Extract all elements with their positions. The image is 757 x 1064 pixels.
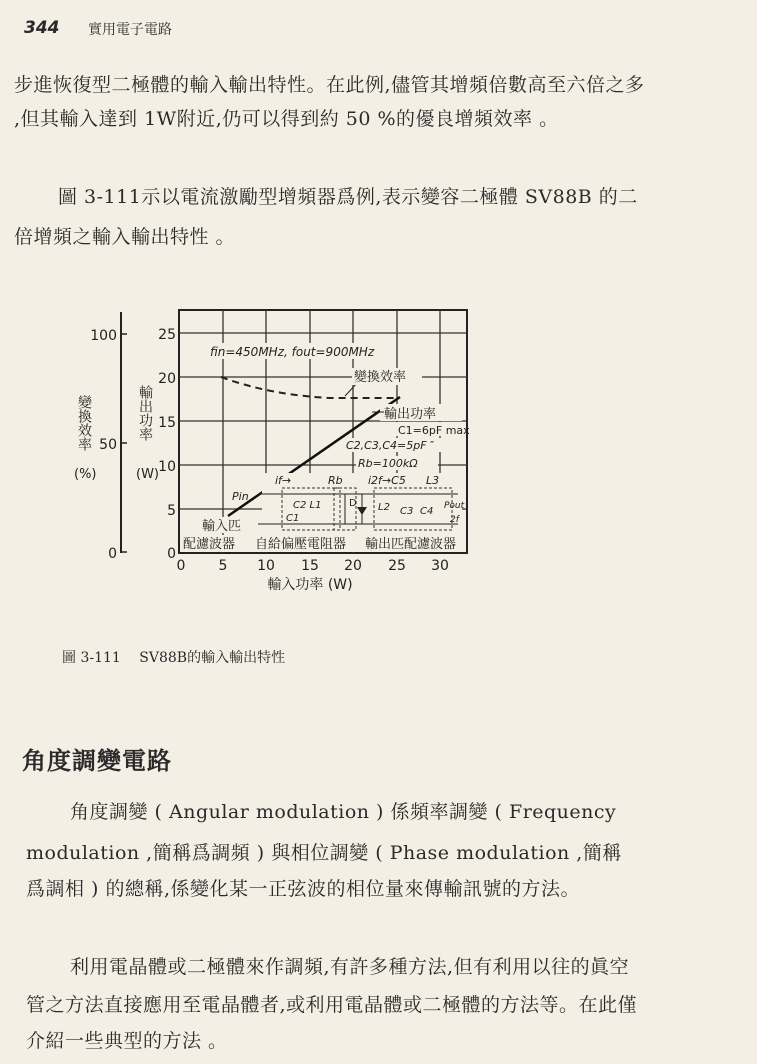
intro-line-2: ,但其輸入達到 1W附近,仍可以得到約 50 %的優良增頻效率 。	[14, 108, 559, 130]
para2-line-1: 圖 3-111示以電流激勵型增頻器爲例,表示變容二極體 SV88B 的二	[58, 186, 638, 208]
svg-text:2f: 2f	[450, 515, 459, 525]
x-axis-label: 輸入功率 (W)	[267, 577, 353, 593]
x-tick-15: 15	[301, 558, 319, 574]
y-tick-5: 5	[167, 503, 176, 519]
svg-text:L2: L2	[378, 502, 390, 513]
eff-tick-50: 50	[99, 437, 117, 453]
freq-note: fin=450MHz, fout=900MHz	[210, 345, 375, 359]
svg-text:C1: C1	[286, 513, 300, 524]
efficiency-label: 變換效率	[354, 370, 407, 385]
para4-line-1: 利用電晶體或二極體來作調頻,有許多種方法,但有利用以往的眞空	[70, 956, 630, 978]
y-tick-25: 25	[158, 327, 176, 343]
svg-text:D: D	[349, 498, 357, 509]
eff-tick-0: 0	[108, 546, 117, 562]
input-filter-label: 輸入匹	[202, 519, 242, 534]
x-tick-5: 5	[218, 558, 228, 574]
c1-value: C1=6pF max	[398, 424, 470, 437]
x-tick-30: 30	[431, 558, 449, 574]
x-tick-0: 0	[176, 558, 186, 574]
y-tick-20: 20	[158, 371, 176, 387]
x-tick-25: 25	[388, 558, 406, 574]
svg-text:i2f→C5: i2f→C5	[368, 474, 406, 487]
svg-text:if→: if→	[275, 474, 292, 487]
y-tick-15: 15	[158, 415, 176, 431]
running-title: 實用電子電路	[88, 22, 172, 38]
para3-line-3: 爲調相 ) 的總稱,係變化某一正弦波的相位量來傳輸訊號的方法。	[26, 878, 581, 900]
output-filter-label: 輸出匹配濾波器	[365, 537, 457, 552]
figure-chart	[0, 300, 500, 610]
y-tick-10: 10	[158, 459, 176, 475]
out-axis-unit: (W)	[136, 467, 159, 482]
svg-text:Pout: Pout	[444, 501, 465, 511]
bias-resistor-label: 自給偏壓電阻器	[255, 537, 347, 552]
y-tick-0: 0	[167, 546, 176, 562]
para3-line-2: modulation ,簡稱爲調頻 ) 與相位調變 ( Phase modulation ,簡稱	[26, 842, 622, 864]
rb-value: Rb=100kΩ	[358, 457, 418, 470]
svg-text:配濾波器: 配濾波器	[183, 537, 236, 552]
intro-line-1: 步進恢復型二極體的輸入輸出特性。在此例,儘管其增頻倍數高至六倍之多	[14, 74, 645, 96]
svg-text:L3: L3	[426, 474, 440, 487]
output-power-label: 輸出功率	[384, 407, 437, 422]
x-tick-20: 20	[344, 558, 362, 574]
x-tick-10: 10	[257, 558, 275, 574]
para4-line-3: 介紹一些典型的方法 。	[26, 1030, 228, 1052]
figure-caption	[62, 647, 285, 667]
svg-text:Pin: Pin	[232, 490, 249, 503]
svg-text:C3: C3	[400, 506, 414, 517]
out-axis-label: 輸出功率	[137, 385, 153, 441]
eff-tick-100: 100	[90, 328, 117, 344]
figure-caption-text: SV88B的輸入輸出特性	[139, 650, 286, 666]
figure-number: 圖 3-111	[62, 650, 121, 666]
svg-text:C4: C4	[420, 506, 434, 517]
eff-axis-unit: (%)	[74, 467, 97, 482]
para2-line-2: 倍增頻之輸入輸出特性 。	[14, 226, 236, 248]
c234-value: C2,C3,C4=5pF ″	[346, 439, 435, 452]
page-number: 344	[24, 18, 60, 38]
para3-line-1: 角度調變 ( Angular modulation ) 係頻率調變 ( Frequency	[70, 801, 617, 823]
circuit-diagram	[232, 473, 465, 541]
svg-text:C2 L1: C2 L1	[293, 500, 322, 511]
para4-line-2: 管之方法直接應用至電晶體者,或利用電晶體或二極體的方法等。在此僅	[26, 994, 638, 1016]
section-heading: 角度調變電路	[22, 747, 172, 775]
svg-text:Rb: Rb	[328, 474, 343, 487]
eff-axis-label: 變換效率	[76, 395, 92, 451]
